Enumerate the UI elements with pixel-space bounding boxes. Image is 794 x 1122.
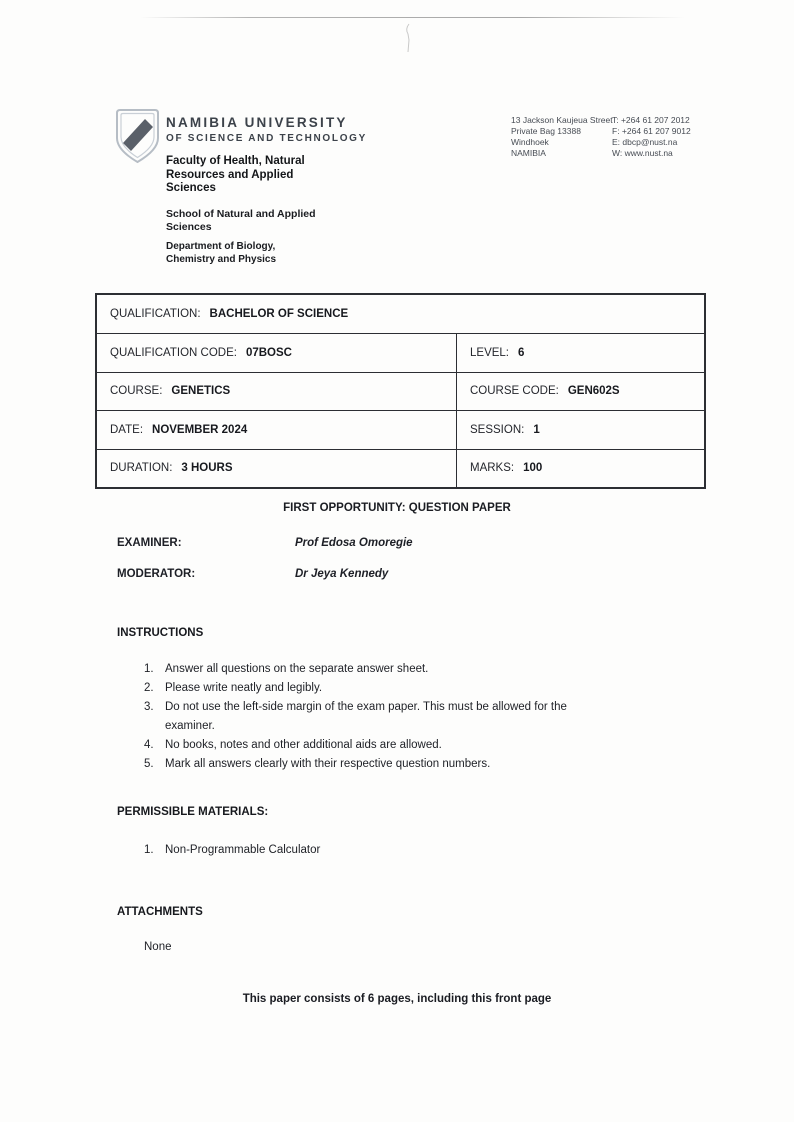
- contact-line: F: +264 61 207 9012: [612, 126, 691, 136]
- faculty-line: Faculty of Health, Natural: [166, 155, 305, 167]
- address-block: [511, 115, 613, 159]
- contact-line: W: www.nust.na: [612, 148, 673, 158]
- date-label: DATE:: [110, 423, 144, 436]
- course-code-label: COURSE CODE:: [470, 385, 559, 398]
- instruction-item: [144, 755, 589, 774]
- examiner-label: EXAMINER:: [117, 537, 182, 549]
- material-text: Non-Programmable Calculator: [165, 844, 321, 856]
- instruction-number: 1.: [144, 663, 154, 675]
- level-cell: [456, 334, 704, 371]
- duration-value: 3 HOURS: [181, 462, 233, 475]
- instructions-list: [144, 660, 589, 774]
- moderator-label: MODERATOR:: [117, 568, 196, 580]
- marks-cell: [456, 450, 704, 487]
- instruction-text: No books, notes and other additional aids are allowed.: [165, 739, 442, 751]
- table-row-code-level: [97, 333, 704, 371]
- department-name: [166, 241, 276, 266]
- address-line: Windhoek: [511, 137, 549, 147]
- school-name: [166, 208, 316, 234]
- instruction-text: Do not use the left-side margin of the exam paper. This must be allowed for the examiner.: [165, 701, 567, 732]
- date-cell: [97, 411, 456, 448]
- course-code-cell: [456, 373, 704, 410]
- duration-cell: [97, 450, 456, 487]
- course-value: GENETICS: [171, 385, 231, 398]
- contact-line: T: +264 61 207 2012: [612, 115, 690, 125]
- department-line: Department of Biology,: [166, 241, 276, 252]
- address-line: NAMIBIA: [511, 148, 546, 158]
- course-label: COURSE:: [110, 385, 163, 398]
- qualification-code-label: QUALIFICATION CODE:: [110, 347, 237, 360]
- permissible-material-item: [144, 841, 589, 860]
- examiner-name: Prof Edosa Omoregie: [295, 537, 413, 549]
- department-line: Chemistry and Physics: [166, 253, 277, 265]
- address-line: Private Bag 13388: [511, 126, 581, 136]
- instruction-item: [144, 660, 589, 679]
- attachments-heading: ATTACHMENTS: [117, 906, 203, 918]
- address-line: 13 Jackson Kaujeua Street: [511, 115, 613, 125]
- attachments-value: None: [144, 941, 172, 953]
- instruction-number: 3.: [144, 701, 154, 713]
- qualification-cell: [97, 295, 704, 333]
- level-label: LEVEL:: [470, 347, 509, 360]
- course-cell: [97, 373, 456, 410]
- moderator-name: Dr Jeya Kennedy: [295, 568, 389, 580]
- university-name-line2: OF SCIENCE AND TECHNOLOGY: [166, 133, 368, 144]
- moderator-row: [117, 568, 389, 580]
- nust-shield-logo-icon: [109, 106, 166, 168]
- examiner-row: [117, 537, 413, 549]
- table-row-qualification: [97, 295, 704, 333]
- qualification-code-value: 07BOSC: [245, 347, 292, 360]
- table-row-date-session: [97, 410, 704, 448]
- faculty-line: Sciences: [166, 182, 216, 194]
- instruction-text: Please write neatly and legibly.: [165, 682, 323, 694]
- scan-artifact-mark: [403, 22, 415, 54]
- material-number: 1.: [144, 844, 154, 856]
- date-value: NOVEMBER 2024: [152, 423, 248, 436]
- faculty-line: Resources and Applied: [166, 168, 294, 181]
- qualification-label: QUALIFICATION:: [110, 308, 201, 321]
- instruction-item: [144, 736, 589, 755]
- university-name: NAMIBIA UNIVERSITY: [166, 115, 348, 130]
- instruction-item: [144, 679, 589, 698]
- session-label: SESSION:: [470, 423, 525, 436]
- instructions-heading: INSTRUCTIONS: [117, 627, 204, 639]
- marks-label: MARKS:: [470, 462, 515, 475]
- school-line: School of Natural and Applied: [166, 208, 316, 220]
- qualification-value: BACHELOR OF SCIENCE: [209, 308, 349, 321]
- instruction-number: 5.: [144, 758, 154, 770]
- contact-line: E: dbcp@nust.na: [612, 137, 678, 147]
- permissible-materials-list: [144, 841, 589, 860]
- session-value: 1: [533, 423, 540, 436]
- instruction-item: [144, 698, 589, 736]
- instruction-number: 2.: [144, 682, 154, 694]
- qualification-code-cell: [97, 334, 456, 371]
- table-row-duration-marks: [97, 449, 704, 487]
- marks-value: 100: [523, 462, 543, 475]
- school-line: Sciences: [166, 221, 212, 233]
- page-count-note: This paper consists of 6 pages, including this front page: [242, 993, 552, 1005]
- course-code-value: GEN602S: [567, 385, 620, 398]
- exam-info-table: [95, 293, 706, 489]
- faculty-name: [166, 155, 305, 196]
- instruction-text: Mark all answers clearly with their respective question numbers.: [165, 758, 491, 770]
- scan-artifact-line: [140, 17, 685, 18]
- permissible-materials-heading: PERMISSIBLE MATERIALS:: [117, 806, 269, 818]
- contact-block: [612, 115, 691, 159]
- instruction-number: 4.: [144, 739, 154, 751]
- instruction-text: Answer all questions on the separate answer sheet.: [165, 663, 429, 675]
- duration-label: DURATION:: [110, 462, 173, 475]
- level-value: 6: [518, 347, 525, 360]
- paper-title: FIRST OPPORTUNITY: QUESTION PAPER: [283, 502, 511, 514]
- table-row-course: [97, 372, 704, 410]
- session-cell: [456, 411, 704, 448]
